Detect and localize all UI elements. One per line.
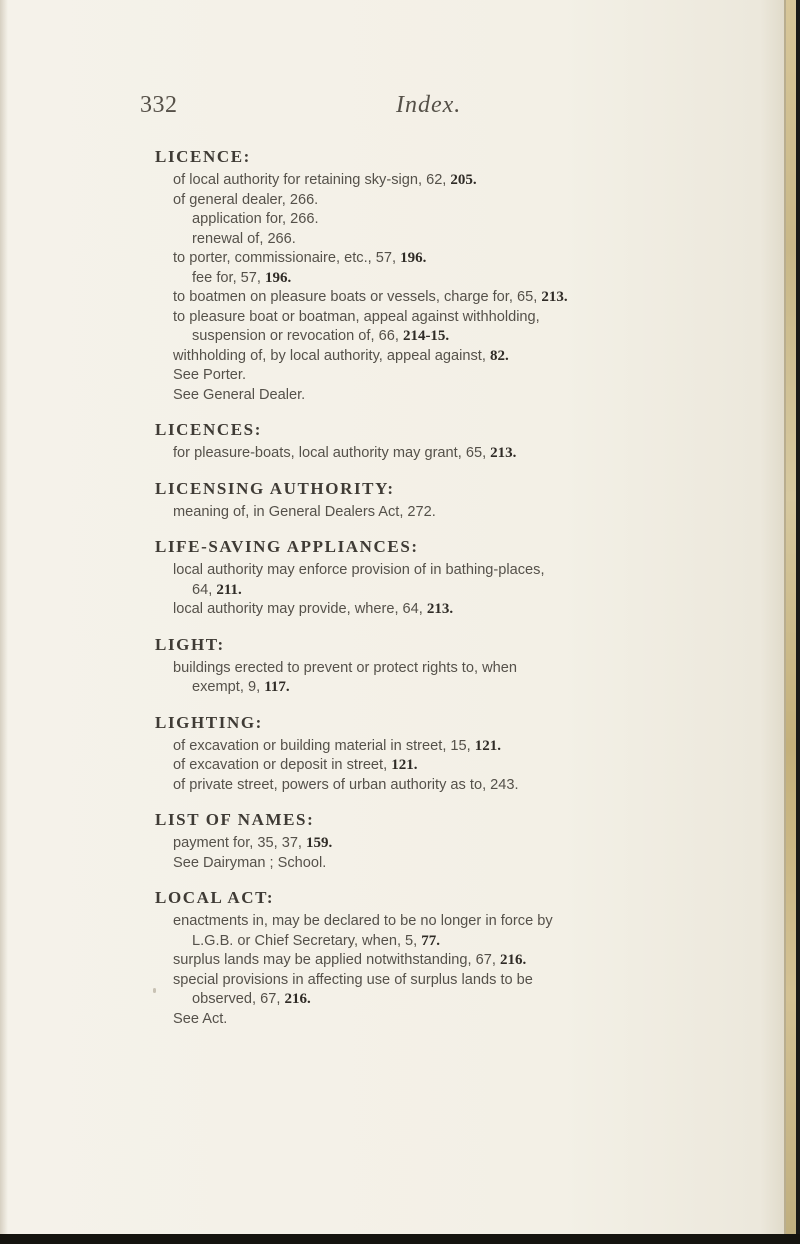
index-entry (155, 536, 755, 620)
line-text: meaning of, in General Dealers Act, 272. (173, 503, 436, 520)
line-text: local authority may provide, where, 64, (173, 601, 427, 617)
page-reference-bold: 121. (474, 737, 502, 754)
page-reference-bold: 213. (426, 601, 454, 617)
line-text: of local authority for retaining sky-sign, 62, (173, 172, 451, 188)
line-text: exempt, 9, (192, 679, 265, 695)
line-text: enactments in, may be declared to be no longer in force by (173, 913, 553, 929)
entry-line (155, 1010, 755, 1030)
page-reference-bold: 82. (489, 347, 509, 364)
entry-line (155, 171, 755, 191)
index-entry (155, 712, 755, 796)
line-text: surplus lands may be applied notwithstanding, 67, (173, 952, 500, 968)
entry-line (155, 308, 755, 328)
entry-heading: LIST OF NAMES: (155, 810, 315, 829)
entry-line (155, 912, 755, 932)
line-text: of general dealer, 266. (173, 191, 319, 208)
index-entry (155, 419, 755, 464)
index-entry (155, 634, 755, 698)
entry-line (155, 776, 755, 796)
line-text: See Dairyman ; School. (173, 854, 327, 871)
entry-heading: LICENCE: (155, 147, 251, 166)
entry-heading: LICENSING AUTHORITY: (155, 478, 395, 498)
entry-heading: LOCAL ACT: (155, 888, 275, 907)
entry-line (155, 971, 755, 991)
line-text: to pleasure boat or boatman, appeal against withholding, (173, 308, 540, 325)
line-text: L.G.B. or Chief Secretary, when, 5, (192, 932, 422, 949)
line-text: to boatmen on pleasure boats or vessels, charge for, 65, (173, 289, 542, 305)
page-reference-bold: 216. (284, 991, 311, 1007)
line-text: for pleasure-boats, local authority may grant, 65, (173, 445, 491, 461)
entry-line (155, 659, 755, 679)
line-text: local authority may enforce provision of in bathing-places, (173, 562, 545, 578)
index-entry (155, 478, 755, 523)
entry-line (155, 756, 755, 776)
line-text: to porter, commissionaire, etc., 57, (173, 250, 401, 266)
line-text: See General Dealer. (173, 386, 306, 403)
entry-line (155, 990, 755, 1010)
line-text: payment for, 35, 37, (173, 835, 307, 851)
entry-line (155, 366, 755, 386)
entry-heading: LIGHT: (155, 634, 225, 654)
page-gutter-shadow (0, 0, 8, 1244)
line-text: fee for, 57, (192, 269, 266, 286)
entry-line (155, 288, 755, 308)
page-reference-bold: 196. (265, 269, 292, 286)
page-reference-bold: 159. (306, 835, 333, 851)
line-text: See Act. (173, 1010, 228, 1027)
index-entry (155, 887, 755, 1029)
entry-line (155, 737, 755, 757)
line-text: renewal of, 266. (192, 230, 296, 247)
entry-line (155, 269, 755, 289)
page-reference-bold: 213. (490, 445, 517, 461)
page-edge (784, 0, 800, 1244)
line-text: of excavation or deposit in street, (173, 757, 392, 773)
entry-heading: LICENCES: (155, 420, 262, 439)
page-header (140, 92, 740, 126)
entry-line (155, 600, 755, 620)
page-reference-bold: 214-15. (402, 328, 450, 344)
line-text: application for, 266. (192, 211, 319, 227)
entry-line (155, 678, 755, 698)
index-entry (155, 146, 755, 405)
entry-line (155, 951, 755, 971)
page-reference-bold: 117. (264, 679, 290, 695)
entry-line (155, 230, 755, 250)
line-text: See Porter. (173, 367, 247, 383)
entry-line (155, 347, 755, 367)
entry-line (155, 191, 755, 211)
line-text: suspension or revocation of, 66, (192, 328, 403, 344)
line-text: observed, 67, (192, 991, 285, 1007)
line-text: 64, (192, 581, 217, 598)
page-reference-bold: 77. (421, 932, 441, 949)
entry-line (155, 444, 755, 464)
entry-line (155, 854, 755, 874)
entry-line (155, 503, 755, 523)
page-reference-bold: 196. (400, 250, 427, 266)
index-entry (155, 809, 755, 873)
page-reference-bold: 216. (499, 952, 527, 968)
page-reference-bold: 121. (391, 757, 418, 773)
page-reference-bold: 205. (450, 172, 477, 188)
entry-line (155, 561, 755, 581)
entry-line (155, 249, 755, 269)
running-head: Index. (396, 92, 462, 118)
scan-border (0, 1234, 800, 1244)
line-text: of private street, powers of urban authority as to, 243. (173, 776, 519, 793)
entry-heading: LIFE-SAVING APPLIANCES: (155, 537, 419, 556)
entry-heading: LIGHTING: (155, 712, 263, 732)
page-reference-bold: 213. (541, 289, 568, 305)
entry-line (155, 932, 755, 952)
line-text: withholding of, by local authority, appeal against, (173, 347, 490, 364)
line-text: of excavation or building material in street, 15, (173, 737, 475, 754)
index-content (155, 146, 755, 1043)
entry-line (155, 327, 755, 347)
line-text: buildings erected to prevent or protect rights to, when (173, 659, 517, 676)
line-text: special provisions in affecting use of surplus lands to be (173, 971, 533, 988)
entry-line (155, 386, 755, 406)
entry-line (155, 834, 755, 854)
entry-line (155, 210, 755, 230)
entry-line (155, 581, 755, 601)
page-reference-bold: 211. (216, 581, 242, 598)
page-number: 332 (140, 92, 178, 118)
